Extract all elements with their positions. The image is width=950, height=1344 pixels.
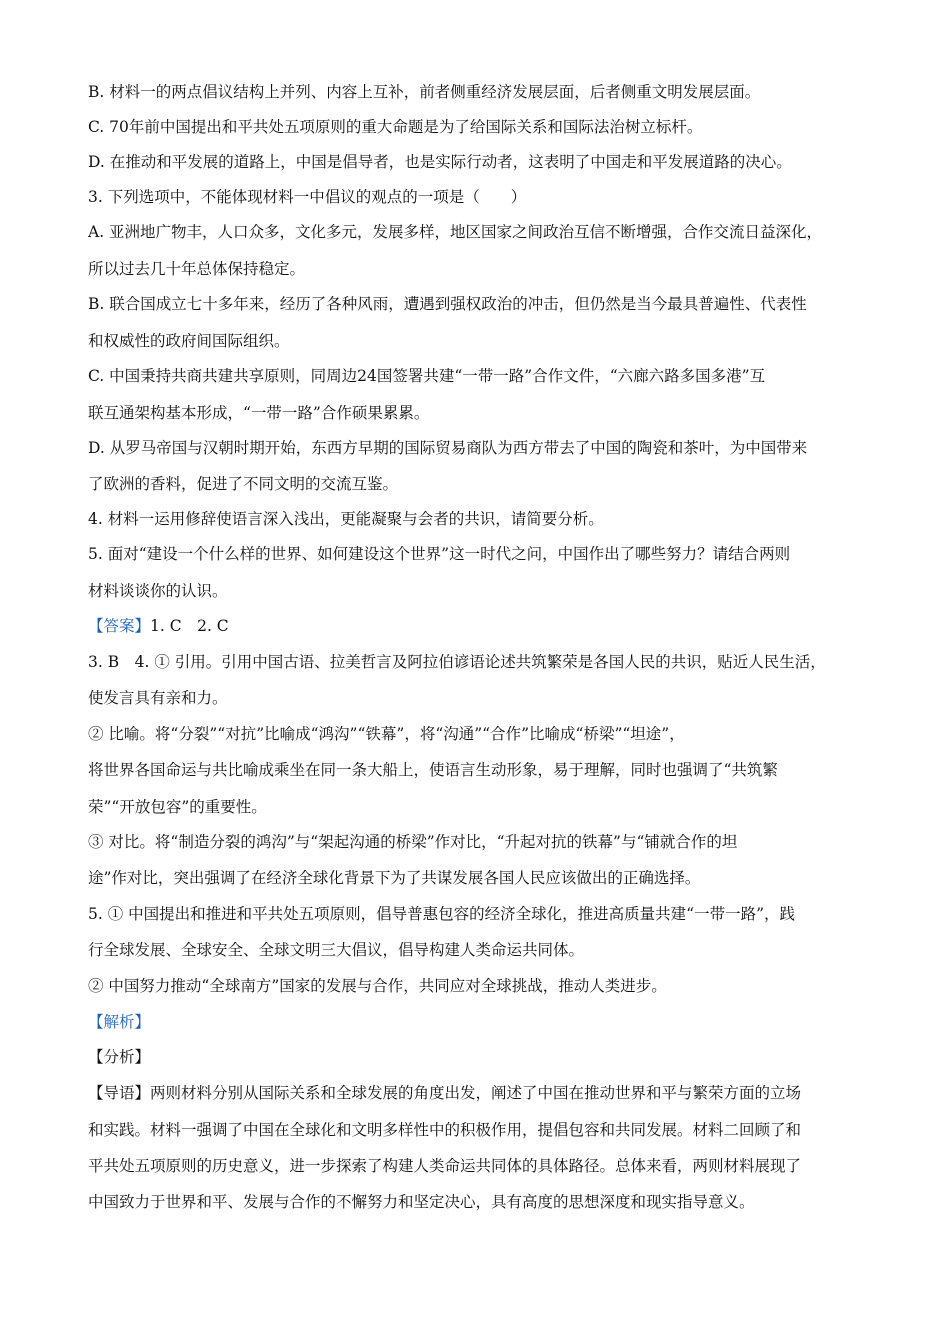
- daoyu-text: 两则材料分别从国际关系和全球发展的角度出发，阐述了中国在推动世界和平与繁荣方面的立场: [150, 1084, 802, 1102]
- q3-option-a-line-2: 所以过去几十年总体保持稳定。: [88, 260, 306, 278]
- q3-option-c-line-2: 联互通架构基本形成，“一带一路”合作硕果累累。: [88, 404, 430, 422]
- q3-option-b-line-2: 和权威性的政府间国际组织。: [88, 332, 290, 350]
- q3-option-a-line-1: A. 亚洲地广物丰，人口众多，文化多元，发展多样，地区国家之间政治互信不断增强，合作交流日益深化，: [88, 223, 823, 241]
- answer-line: [88, 616, 888, 636]
- daoyu-line-2: 和实践。材料一强调了中国在全球化和文明多样性中的积极作用，提倡包容和共同发展。材料二回顾了和: [88, 1121, 802, 1139]
- daoyu-line-4: 中国致力于世界和平、发展与合作的不懈努力和坚定决心，具有高度的思想深度和现实指导意义。: [88, 1193, 755, 1211]
- daoyu-line-1: [88, 1083, 888, 1103]
- question-5-line-1: 5. 面对“建设一个什么样的世界、如何建设这个世界”这一时代之问，中国作出了哪些努力？请结合两则: [88, 545, 791, 563]
- answer-line-1: 3. B 4. ① 引用。引用中国古语、拉美哲言及阿拉伯谚语论述共筑繁荣是各国人民的共识，贴近人民生活，: [88, 653, 826, 671]
- answer-line-7: 途”作对比，突出强调了在经济全球化背景下为了共谋发展各国人民应该做出的正确选择。: [88, 869, 701, 887]
- answer-line-4: 将世界各国命运与共比喻成乘坐在同一条大船上，使语言生动形象，易于理解，同时也强调了“共筑繁: [88, 761, 778, 779]
- answer-line-6: ③ 对比。将“制造分裂的鸿沟”与“架起沟通的桥梁”作对比，“升起对抗的铁幕”与“铺就合作的坦: [88, 833, 738, 851]
- answer-tag: 【答案】: [88, 617, 151, 635]
- answer-line-10: ② 中国努力推动“全球南方”国家的发展与合作，共同应对全球挑战，推动人类进步。: [88, 977, 667, 995]
- question-5-line-2: 材料谈谈你的认识。: [88, 582, 228, 600]
- answer-line-5: 荣”“开放包容”的重要性。: [88, 798, 267, 816]
- daoyu-line-3: 平共处五项原则的历史意义，进一步探索了构建人类命运共同体的具体路径。总体来看，两则材料展现了: [88, 1157, 802, 1175]
- answer-line-8: 5. ① 中国提出和推进和平共处五项原则，倡导普惠包容的经济全球化，推进高质量共建“一带一路”，践: [88, 905, 795, 923]
- analysis-heading: [88, 1012, 888, 1032]
- analysis-tag: 【解析】: [88, 1013, 151, 1031]
- q3-option-d-line-1: D. 从罗马帝国与汉朝时期开始，东西方早期的国际贸易商队为西方带去了中国的陶瓷和茶叶，为中国带来: [88, 439, 808, 457]
- q3-option-b-line-1: B. 联合国成立七十多年来，经历了各种风雨，遭遇到强权政治的冲击，但仍然是当今最具普遍性、代表性: [88, 295, 807, 313]
- answer-line-9: 行全球发展、全球安全、全球文明三大倡议，倡导构建人类命运共同体。: [88, 941, 585, 959]
- daoyu-tag: 【导语】: [88, 1084, 151, 1102]
- question-4-line: 4. 材料一运用修辞使语言深入浅出，更能凝聚与会者的共识，请简要分析。: [88, 510, 604, 528]
- answer-text: 1. C 2. C: [150, 617, 229, 635]
- fenxi-heading: 【分析】: [88, 1048, 151, 1066]
- q3-option-d-line-2: 了欧洲的香料，促进了不同文明的交流互鉴。: [88, 475, 399, 493]
- question-3-line: 3. 下列选项中，不能体现材料一中倡议的观点的一项是（ ）: [88, 188, 527, 206]
- answer-line-2: 使发言具有亲和力。: [88, 689, 228, 707]
- answer-line-3: ② 比喻。将“分裂”“对抗”比喻成“鸿沟”“铁幕”，将“沟通”“合作”比喻成“桥梁”“坦途”，: [88, 725, 685, 743]
- option-d-line: D. 在推动和平发展的道路上，中国是倡导者，也是实际行动者，这表明了中国走和平发展道路的决心。: [88, 153, 792, 171]
- q3-option-c-line-1: C. 中国秉持共商共建共享原则，同周边24国签署共建“一带一路”合作文件，“六廊六路多国多港”互: [88, 367, 766, 385]
- option-b-line: B. 材料一的两点倡议结构上并列、内容上互补，前者侧重经济发展层面，后者侧重文明发展层面。: [88, 83, 761, 101]
- option-c-line: C. 70年前中国提出和平共处五项原则的重大命题是为了给国际关系和国际法治树立标杆。: [88, 118, 703, 136]
